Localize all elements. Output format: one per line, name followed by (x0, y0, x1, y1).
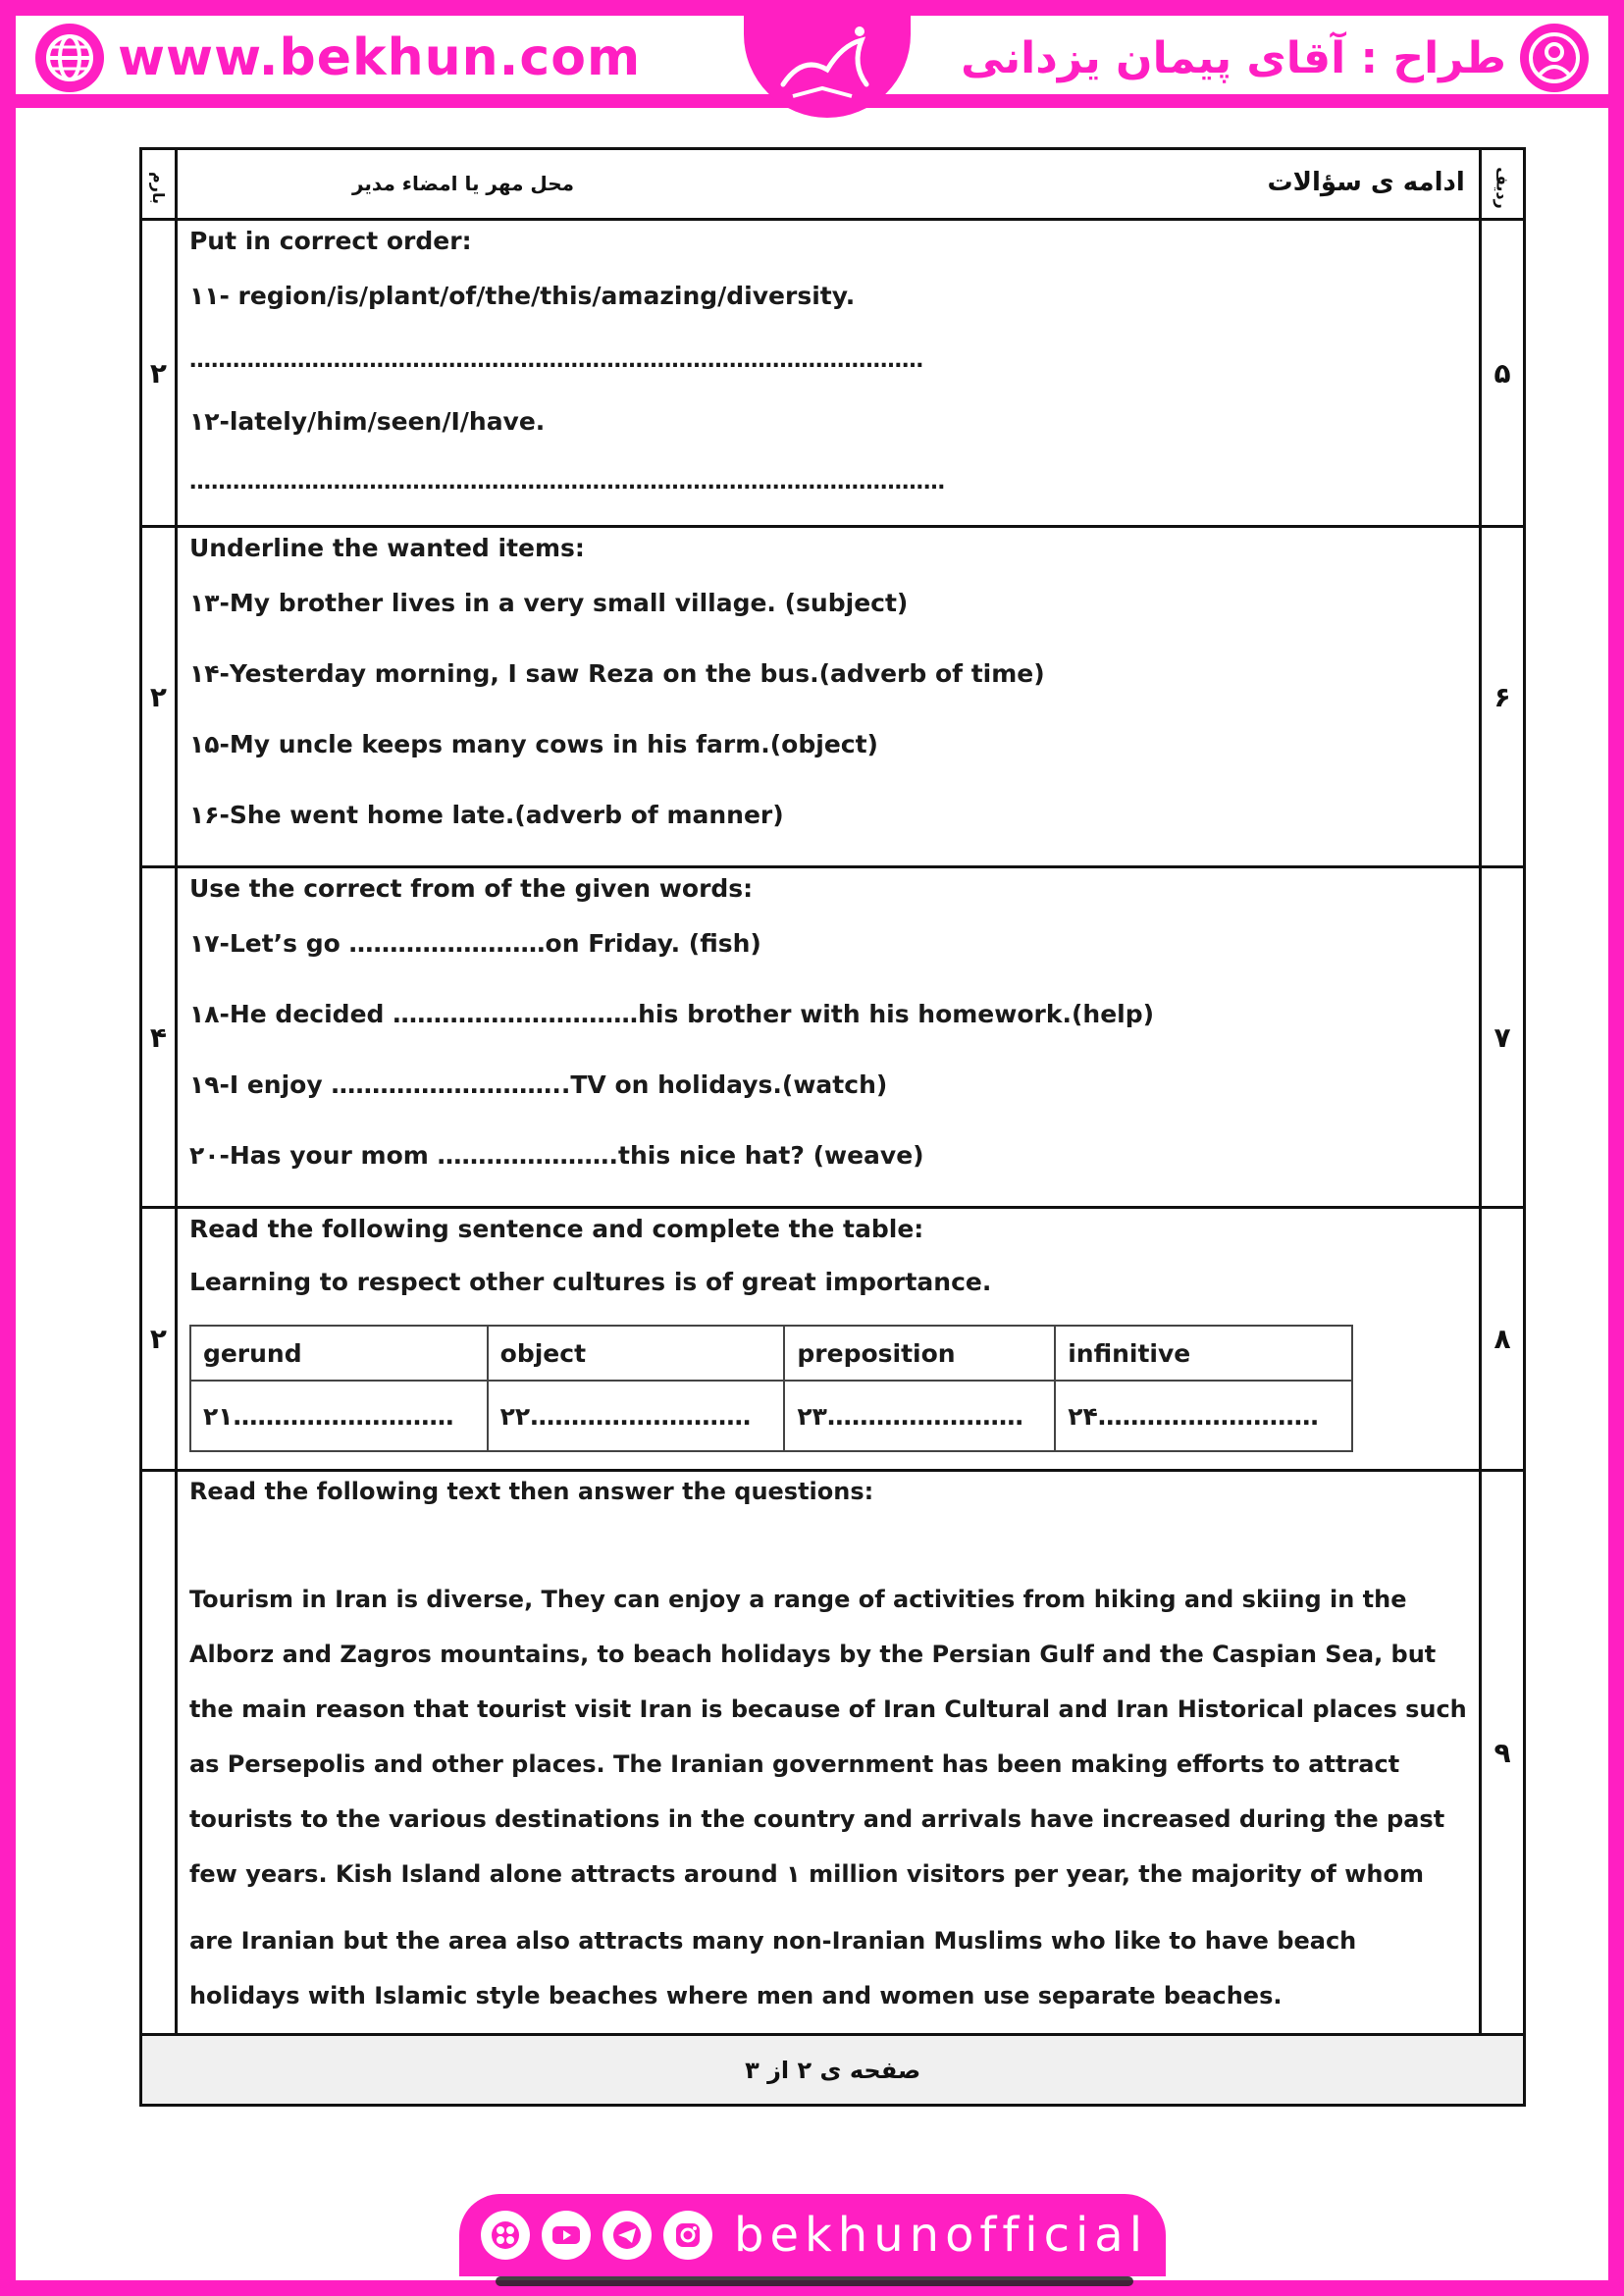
youtube-icon[interactable] (542, 2211, 591, 2260)
answer-table-header: gerund (190, 1326, 488, 1381)
answer-cell[interactable]: ۲۳…………………… (784, 1381, 1055, 1451)
seal-label: محل مهر یا امضاء مدیر (351, 172, 575, 195)
question-line: ۱۶-She went home late.(adverb of manner) (188, 801, 784, 829)
score-header (141, 149, 177, 220)
answer-table-header: infinitive (1055, 1326, 1352, 1381)
aparat-icon[interactable] (481, 2211, 530, 2260)
question-instruction: Read the following sentence and complete the table: (188, 1215, 924, 1243)
exam-table (139, 147, 1526, 2107)
answer-table (189, 1325, 1353, 1452)
header-middle (176, 149, 1480, 220)
question-content (176, 867, 1480, 1208)
question-line[interactable]: ۲۰-Has your mom ………………….this nice hat? (weave) (188, 1141, 924, 1170)
answer-table-header: preposition (784, 1326, 1055, 1381)
passage-line: tourists to the various destinations in the country and arrivals have increased during the past (188, 1805, 1445, 1833)
question-score: ۲ (141, 220, 177, 527)
site-url-group (35, 24, 641, 92)
question-number: ۸ (1480, 1208, 1524, 1471)
social-bar (459, 2194, 1166, 2276)
passage-line: few years. Kish Island alone attracts around ۱ million visitors per year, the majority of whom (188, 1860, 1424, 1888)
passage-line: holidays with Islamic style beaches where men and women use separate beaches. (188, 1982, 1283, 2009)
instagram-icon[interactable] (663, 2211, 712, 2260)
question-row (141, 220, 1525, 527)
frame-right (1608, 0, 1624, 2296)
question-content (176, 1208, 1480, 1471)
answer-table-header-row (190, 1326, 1352, 1381)
exam-header-row (141, 149, 1525, 220)
question-number: ۹ (1480, 1471, 1524, 2035)
question-line[interactable]: ۱۷-Let’s go ……………………on Friday. (fish) (188, 929, 761, 958)
row-header (1480, 149, 1524, 220)
question-row (141, 1471, 1525, 2035)
passage-line: are Iranian but the area also attracts many non-Iranian Muslims who like to have beach (188, 1927, 1357, 1955)
question-content (176, 220, 1480, 527)
answer-cell[interactable]: ۲۲……………………… (488, 1381, 785, 1451)
globe-icon (35, 24, 104, 92)
question-instruction: Underline the wanted items: (188, 534, 585, 562)
passage-line: as Persepolis and other places. The Iranian government has been making efforts to attract (188, 1750, 1400, 1778)
answer-blank[interactable]: …………………………………………………………………………………………… (188, 470, 945, 495)
answer-cell[interactable]: ۲۱……………………… (190, 1381, 488, 1451)
question-line: Learning to respect other cultures is of great importance. (188, 1268, 992, 1296)
social-bar-shadow (496, 2276, 1133, 2286)
question-instruction: Read the following text then answer the questions: (188, 1478, 874, 1505)
answer-table-row (190, 1381, 1352, 1451)
social-handle[interactable]: bekhunofficial (734, 2208, 1149, 2263)
question-score: ۲ (141, 1208, 177, 1471)
answer-cell[interactable]: ۲۴……………………… (1055, 1381, 1352, 1451)
designer-name: طراح : آقای پیمان یزدانی (961, 32, 1506, 83)
question-content (176, 1471, 1480, 2035)
question-line: ۱۳-My brother lives in a very small village. (subject) (188, 589, 909, 617)
question-content (176, 527, 1480, 867)
passage-line: Alborz and Zagros mountains, to beach holidays by the Persian Gulf and the Caspian Sea, but (188, 1641, 1437, 1668)
question-number: ۷ (1480, 867, 1524, 1208)
question-instruction: Use the correct from of the given words: (188, 874, 754, 903)
question-line: ۱۴-Yesterday morning, I saw Reza on the bus.(adverb of time) (188, 659, 1045, 688)
user-icon (1520, 24, 1589, 92)
question-score: ۲ (141, 527, 177, 867)
question-line: ۱۱- region/is/plant/of/the/this/amazing/diversity. (188, 282, 856, 310)
score-header-label: بارم (148, 172, 168, 204)
question-score: ۴ (141, 867, 177, 1208)
question-line[interactable]: ۱۸-He decided …………………………his brother with his homework.(help) (188, 1000, 1155, 1028)
question-instruction: Put in correct order: (188, 227, 472, 255)
passage-line: the main reason that tourist visit Iran is because of Iran Cultural and Iran Historical places such (188, 1696, 1467, 1723)
question-number: ۵ (1480, 220, 1524, 527)
answer-table-header: object (488, 1326, 785, 1381)
page-footer-row (141, 2035, 1525, 2106)
site-header (0, 0, 1624, 108)
question-line[interactable]: ۱۹-I enjoy ………………………..TV on holidays.(watch) (188, 1070, 888, 1099)
question-score (141, 1471, 177, 2035)
bekhun-logo (744, 16, 911, 118)
designer-group (961, 24, 1589, 92)
page-number: صفحه ی ۲ از ۳ (141, 2035, 1525, 2106)
telegram-icon[interactable] (602, 2211, 652, 2260)
question-line: ۱۵-My uncle keeps many cows in his farm.(object) (188, 730, 878, 758)
frame-left (0, 0, 16, 2296)
question-row (141, 867, 1525, 1208)
site-url[interactable]: www.bekhun.com (118, 28, 642, 87)
question-number: ۶ (1480, 527, 1524, 867)
continuation-label: ادامه ی سؤالات (1267, 168, 1465, 197)
question-row (141, 1208, 1525, 1471)
answer-blank[interactable]: ………………………………………………………………………………………… (188, 348, 923, 373)
question-row (141, 527, 1525, 867)
question-line: ۱۲-lately/him/seen/I/have. (188, 407, 546, 436)
row-header-label: ردیف (1493, 167, 1512, 209)
passage-line: Tourism in Iran is diverse, They can enjoy a range of activities from hiking and skiing in the (188, 1586, 1407, 1613)
